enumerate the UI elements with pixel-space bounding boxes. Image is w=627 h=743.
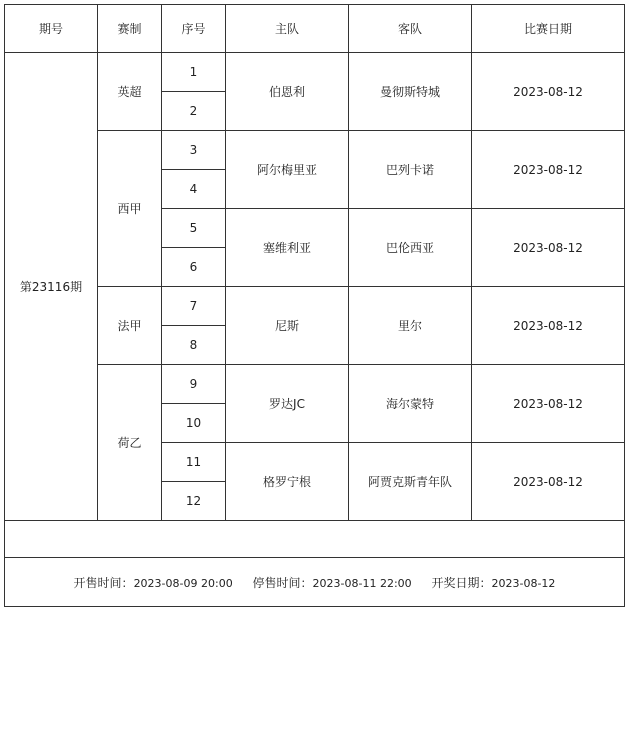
league-cell: 英超: [98, 53, 162, 131]
seq-cell: 5: [162, 209, 226, 248]
issue-cell: 第23116期: [5, 53, 98, 521]
header-away: 客队: [349, 5, 472, 53]
seq-cell: 2: [162, 92, 226, 131]
home-team-cell: 格罗宁根: [226, 443, 349, 521]
draw-date: [431, 574, 555, 591]
away-team-cell: 阿贾克斯青年队: [349, 443, 472, 521]
table-row: [5, 131, 625, 170]
blank-row: [5, 521, 625, 558]
header-league: 赛制: [98, 5, 162, 53]
seq-cell: 4: [162, 170, 226, 209]
league-cell: 西甲: [98, 131, 162, 287]
seq-cell: 8: [162, 326, 226, 365]
league-cell: 法甲: [98, 287, 162, 365]
schedule-table: [4, 4, 625, 607]
blank-cell: [5, 521, 625, 558]
match-date-cell: 2023-08-12: [472, 443, 625, 521]
match-date-cell: 2023-08-12: [472, 209, 625, 287]
league-cell: 荷乙: [98, 365, 162, 521]
away-team-cell: 海尔蒙特: [349, 365, 472, 443]
seq-cell: 12: [162, 482, 226, 521]
seq-cell: 10: [162, 404, 226, 443]
seq-cell: 11: [162, 443, 226, 482]
header-date: 比赛日期: [472, 5, 625, 53]
sale-info-cell: [5, 558, 625, 607]
sale-start: [74, 574, 233, 591]
table-row: [5, 365, 625, 404]
draw-date-value: 2023-08-12: [491, 576, 556, 590]
home-team-cell: 尼斯: [226, 287, 349, 365]
sale-stop-label: 停售时间：: [252, 575, 313, 590]
away-team-cell: 曼彻斯特城: [349, 53, 472, 131]
home-team-cell: 伯恩利: [226, 53, 349, 131]
home-team-cell: 罗达JC: [226, 365, 349, 443]
match-date-cell: 2023-08-12: [472, 287, 625, 365]
footer-row: [5, 558, 625, 607]
sale-start-value: 2023-08-09 20:00: [133, 576, 233, 590]
seq-cell: 6: [162, 248, 226, 287]
table-row: [5, 53, 625, 92]
away-team-cell: 巴伦西亚: [349, 209, 472, 287]
home-team-cell: 阿尔梅里亚: [226, 131, 349, 209]
header-issue: 期号: [5, 5, 98, 53]
seq-cell: 3: [162, 131, 226, 170]
header-seq: 序号: [162, 5, 226, 53]
seq-cell: 7: [162, 287, 226, 326]
away-team-cell: 巴列卡诺: [349, 131, 472, 209]
match-date-cell: 2023-08-12: [472, 131, 625, 209]
header-home: 主队: [226, 5, 349, 53]
sale-start-label: 开售时间：: [73, 575, 134, 590]
match-date-cell: 2023-08-12: [472, 365, 625, 443]
draw-date-label: 开奖日期：: [431, 575, 492, 590]
sale-stop: [253, 574, 412, 591]
away-team-cell: 里尔: [349, 287, 472, 365]
sale-stop-value: 2023-08-11 22:00: [312, 576, 412, 590]
seq-cell: 1: [162, 53, 226, 92]
seq-cell: 9: [162, 365, 226, 404]
match-date-cell: 2023-08-12: [472, 53, 625, 131]
table-row: [5, 287, 625, 326]
header-row: [5, 5, 625, 53]
home-team-cell: 塞维利亚: [226, 209, 349, 287]
